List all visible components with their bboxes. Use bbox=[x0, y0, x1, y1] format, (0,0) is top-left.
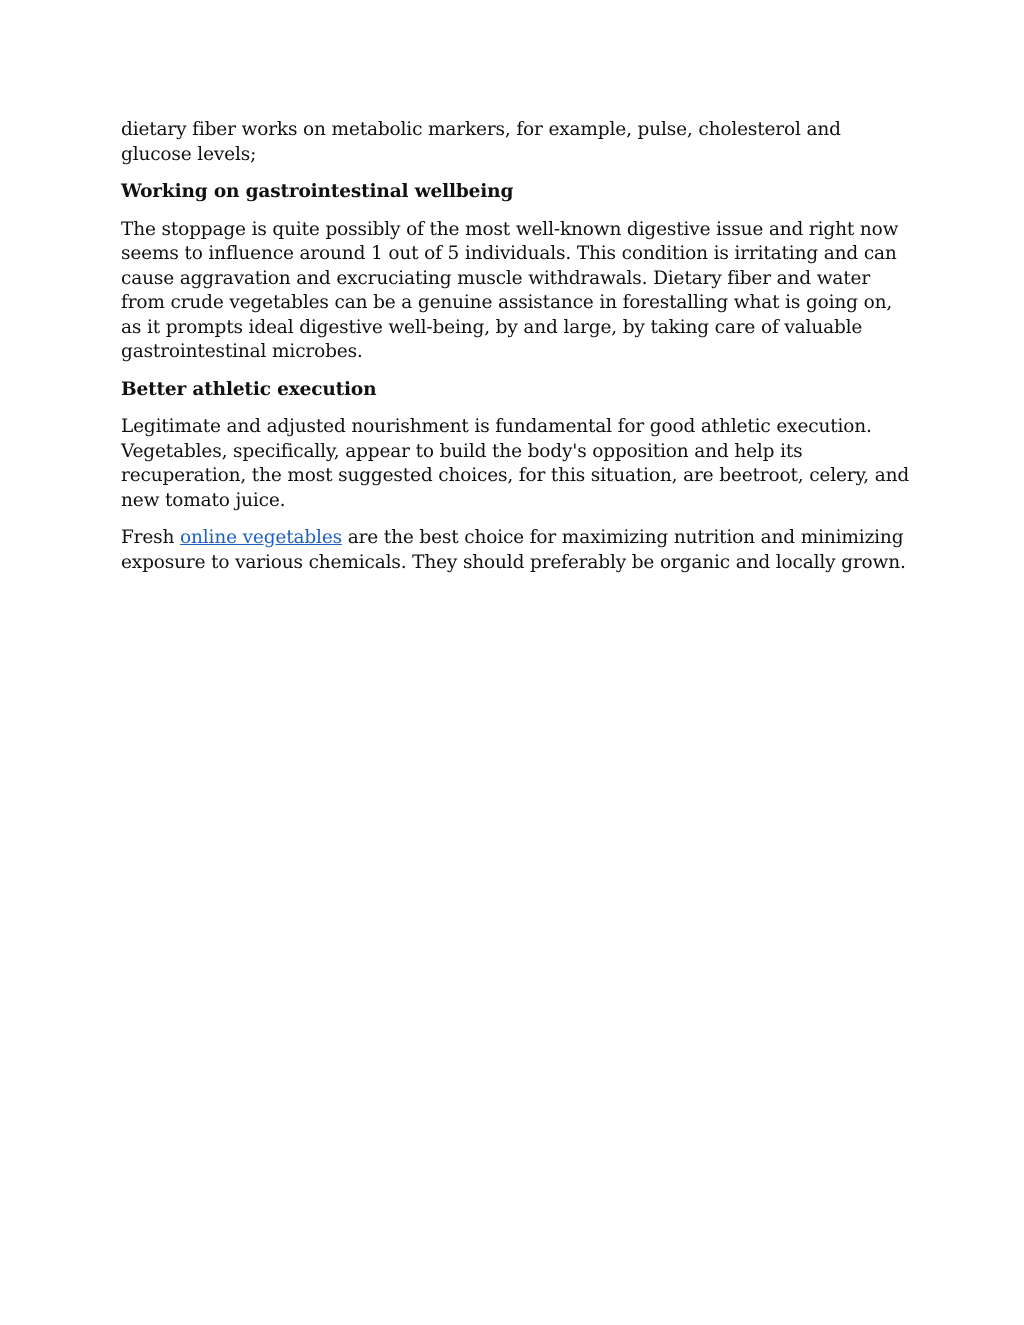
gastrointestinal-paragraph: The stoppage is quite possibly of the most well-known digestive issue and right now seems to influence around 1 out of 5 individuals. This condition is irritating and can cause aggravation and excruciating muscle withdrawals. Dietary fiber and water from crude vegetables can be a genuine assistance in forestalling what is going on, as it prompts ideal digestive well-being, by and large, by taking care of valuable gastrointestinal microbes. bbox=[121, 218, 899, 362]
athletic-paragraph: Legitimate and adjusted nourishment is fundamental for good athletic execution. Vegetables, specifically, appear to build the body's opposition and help its recuperation, the most suggested choices, for this situation, are beetroot, celery, and new tomato juice. bbox=[121, 416, 910, 511]
intro-paragraph: dietary fiber works on metabolic markers, for example, pulse, cholesterol and glucose levels; bbox=[121, 119, 841, 165]
closing-paragraph bbox=[121, 526, 911, 575]
section-heading-athletic: Better athletic execution bbox=[121, 378, 377, 400]
closing-text-after-link: are the best choice for maximizing nutrition and minimizing exposure to various chemicals. They should preferably be organic and locally grown. bbox=[121, 527, 906, 573]
closing-text-before-link: Fresh bbox=[121, 527, 181, 548]
section-heading-gastrointestinal: Working on gastrointestinal wellbeing bbox=[121, 181, 514, 202]
document-page bbox=[121, 118, 911, 588]
online-vegetables-link[interactable]: online vegetables bbox=[180, 527, 342, 548]
